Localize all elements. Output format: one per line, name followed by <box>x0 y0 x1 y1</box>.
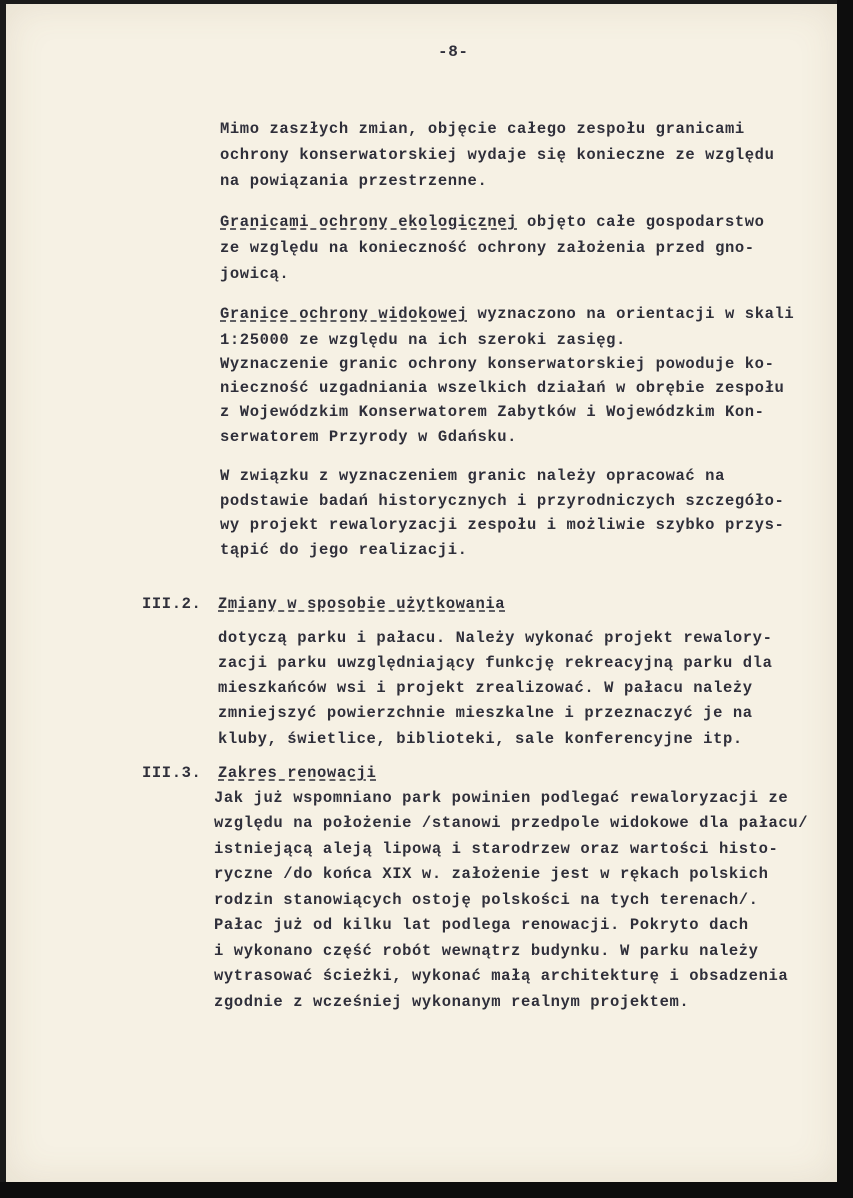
paragraph-line: z Wojewódzkim Konserwatorem Zabytków i Wojewódzkim Kon- <box>220 403 765 421</box>
paragraph-line: ze względu na konieczność ochrony założenia przed gno- <box>220 239 755 257</box>
section-title: Zmiany w sposobie użytkowania <box>218 595 506 613</box>
section-number: III.3. <box>142 764 202 782</box>
page-number: -8- <box>438 43 469 61</box>
paragraph-line: jowicą. <box>220 265 290 283</box>
section-line: rodzin stanowiących ostoję polskości na tych terenach/. <box>214 891 759 909</box>
section-line: dotyczą parku i pałacu. Należy wykonać projekt rewalory- <box>218 629 773 647</box>
section-line: istniejącą aleją lipową i starodrzew oraz wartości histo- <box>214 840 779 858</box>
section-line: zacji parku uwzględniający funkcję rekreacyjną parku dla <box>218 654 773 672</box>
section-number: III.2. <box>142 595 202 613</box>
paragraph-line: Mimo zaszłych zmian, objęcie całego zespołu granicami <box>220 120 745 138</box>
section-line: wytrasować ścieżki, wykonać małą architekturę i obsadzenia <box>214 967 789 985</box>
paragraph-line: na powiązania przestrzenne. <box>220 172 488 190</box>
section-line: zgodnie z wcześniej wykonanym realnym projektem. <box>214 993 690 1011</box>
paragraph-line: 1:25000 ze względu na ich szeroki zasięg. <box>220 331 626 349</box>
paragraph-line: W związku z wyznaczeniem granic należy opracować na <box>220 467 725 485</box>
paragraph-line: ochrony konserwatorskiej wydaje się konieczne ze względu <box>220 146 775 164</box>
section-line: Pałac już od kilku lat podlega renowacji. Pokryto dach <box>214 916 749 934</box>
paragraph-line: nieczność uzgadniania wszelkich działań w obrębie zespołu <box>220 379 785 397</box>
paragraph-line: tąpić do jego realizacji. <box>220 541 468 559</box>
ecological-protection-heading: Granicami ochrony ekologicznej <box>220 213 518 231</box>
section-line: Jak już wspomniano park powinien podlegać rewaloryzacji ze <box>214 789 789 807</box>
paragraph-line: Granicami ochrony ekologicznej objęto całe gospodarstwo <box>220 213 765 231</box>
paragraph-line: wy projekt rewaloryzacji zespołu i możliwie szybko przys- <box>220 516 785 534</box>
section-line: względu na położenie /stanowi przedpole widokowe dla pałacu/ <box>214 814 809 832</box>
scan-border-bottom <box>0 1182 853 1198</box>
paragraph-line: Wyznaczenie granic ochrony konserwatorskiej powoduje ko- <box>220 355 775 373</box>
paragraph-line: podstawie badań historycznych i przyrodniczych szczegóło- <box>220 492 785 510</box>
section-line: mieszkańców wsi i projekt zrealizować. W pałacu należy <box>218 679 753 697</box>
section-line: kluby, świetlice, biblioteki, sale konferencyjne itp. <box>218 730 743 748</box>
section-line: i wykonano część robót wewnątrz budynku. W parku należy <box>214 942 759 960</box>
view-protection-heading: Granice ochrony widokowej <box>220 305 468 323</box>
scan-border-right <box>837 0 853 1198</box>
section-line: zmniejszyć powierzchnie mieszkalne i przeznaczyć je na <box>218 704 753 722</box>
paragraph-line: Granice ochrony widokowej wyznaczono na orientacji w skali <box>220 305 795 323</box>
section-line: ryczne /do końca XIX w. założenie jest w rękach polskich <box>214 865 769 883</box>
paragraph-line: serwatorem Przyrody w Gdańsku. <box>220 428 518 446</box>
section-title: Zakres renowacji <box>218 764 377 782</box>
